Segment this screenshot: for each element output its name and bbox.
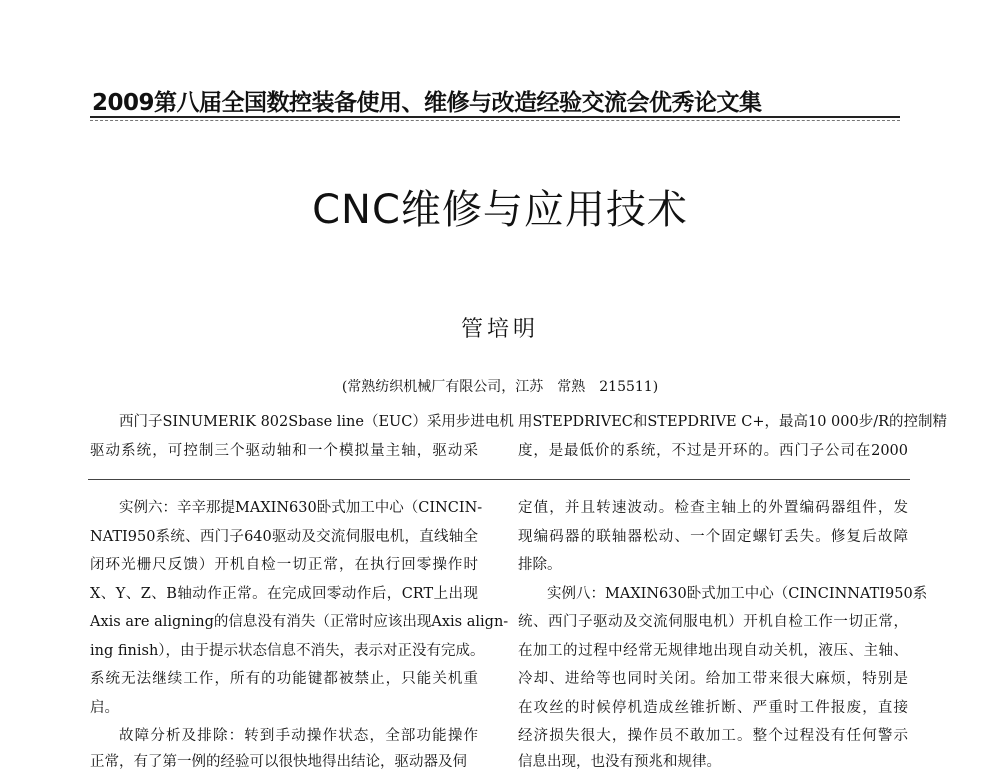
case7-line-2: 现编码器的联轴器松动、一个固定螺钉丢失。修复后故障 (518, 528, 908, 545)
case8-line-5: 在攻丝的时候停机造成丝锥折断、严重时工件报废，直接 (518, 699, 908, 716)
abstract-left-line-1: 西门子SINUMERIK 802Sbase line（EUC）采用步进电机 (119, 414, 514, 430)
case6-line-5: Axis are aligning的信息没有消失（正常时应该出现Axis align- (90, 614, 509, 630)
case6-analysis-line-1: 故障分析及排除：转到手动操作状态，全部功能操作 (119, 728, 478, 744)
case6-line-4: X、Y、Z、B轴动作正常。在完成回零动作后，CRT上出现 (90, 585, 478, 602)
case8-line-1: 实例八：MAXIN630卧式加工中心（CINCINNATI950系 (547, 585, 928, 602)
case7-line-3: 排除。 (518, 557, 562, 573)
case8-line-4: 冷却、进给等也同时关闭。给加工带来很大麻烦，特别是 (518, 671, 908, 687)
header-rule (90, 116, 900, 118)
abstract-left-line-2: 驱动系统，可控制三个驱动轴和一个模拟量主轴，驱动采 (90, 442, 478, 459)
author-name: 管培明 (460, 317, 539, 342)
case8-line-3: 在加工的过程中经常无规律地出现自动关机，液压、主轴、 (518, 642, 908, 659)
abstract-right-line-2: 度，是最低价的系统，不过是开环的。西门子公司在2000 (518, 442, 908, 459)
case6-line-6: ing finish），由于提示状态信息不消失，表示对正没有完成。 (90, 642, 485, 659)
author-affiliation: (常熟纺织机械厂有限公司，江苏 常熟 215511) (341, 379, 659, 395)
case8-line-6: 经济损失很大，操作员不敢加工。整个过程没有任何警示 (518, 728, 908, 744)
case7-line-1: 定值，并且转速波动。检查主轴上的外置编码器组件，发 (518, 500, 908, 516)
section-divider (88, 479, 910, 480)
case8-line-2: 统、西门子驱动及交流伺服电机）开机自检工作一切正常， (518, 614, 908, 630)
article-title: CNC维修与应用技术 (312, 187, 688, 233)
abstract-right-line-1: 用STEPDRIVEC和STEPDRIVE C+，最高10 000步/R的控制精 (518, 414, 948, 430)
case6-line-8: 启。 (90, 699, 119, 716)
body-left-cut-line: 正常，有了第一例的经验可以很快地得出结论，驱动器及伺 (90, 754, 467, 770)
case6-line-7: 系统无法继续工作，所有的功能键都被禁止，只能关机重 (90, 671, 478, 687)
collection-title: 2009第八届全国数控装备使用、维修与改造经验交流会优秀论文集 (92, 90, 762, 116)
body-right-column (518, 494, 928, 751)
case6-line-2: NATI950系统、西门子640驱动及交流伺服电机，直线轴全 (90, 528, 478, 545)
case6-line-1: 实例六：辛辛那提MAXIN630卧式加工中心（CINCIN- (119, 500, 483, 516)
header-rule-secondary (90, 120, 900, 121)
case6-line-3: 闭环光栅尺反馈）开机自检一切正常，在执行回零操作时 (90, 557, 478, 573)
body-left-column (90, 494, 509, 751)
body-right-cut-line: 信息出现，也没有预兆和规律。 (518, 754, 721, 770)
abstract-left-column (90, 408, 514, 465)
abstract-right-column (518, 408, 948, 465)
